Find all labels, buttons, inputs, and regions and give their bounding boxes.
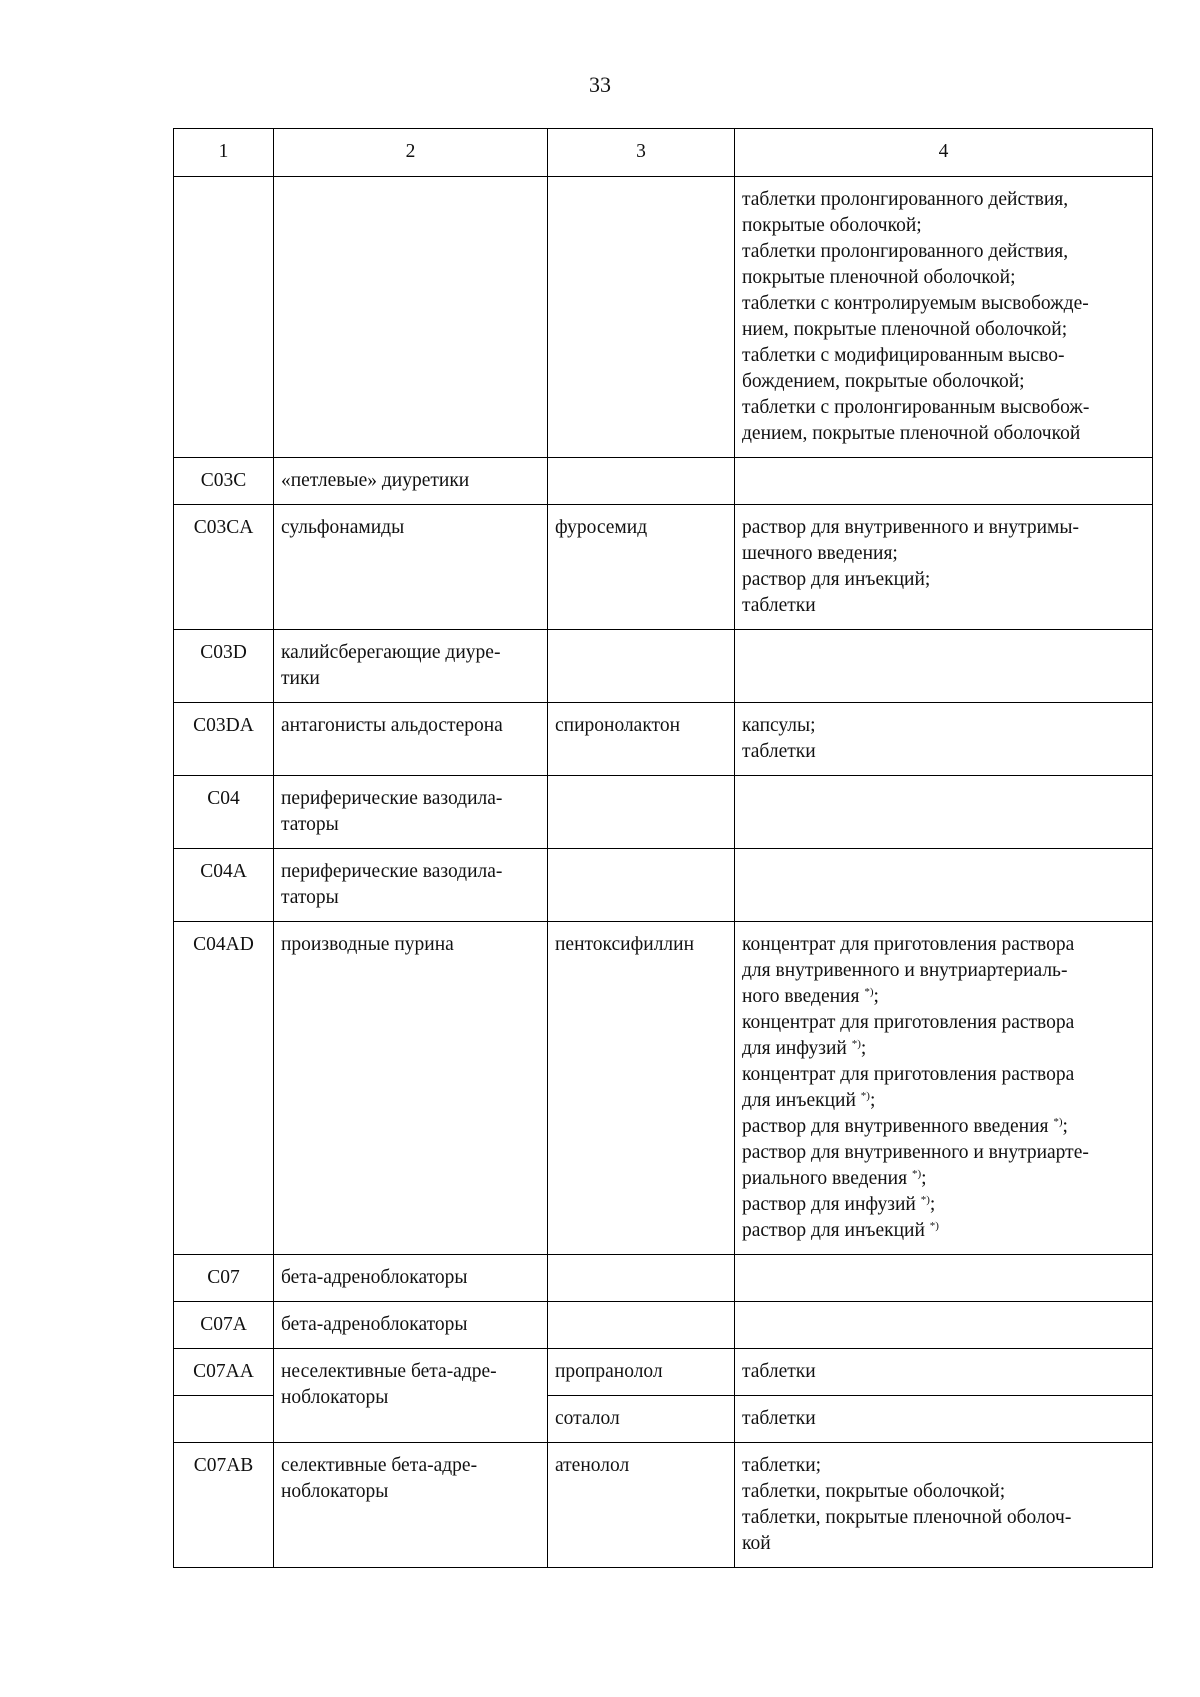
header-col-3: 3 — [548, 129, 735, 177]
dosage-form-line: таблетки с пролонгированным высвобож- — [742, 397, 1090, 418]
group-name-line: калийсберегающие диуре- — [281, 642, 501, 663]
dosage-form-line: для инъекций *); — [742, 1090, 876, 1111]
group-name-line: ноблокаторы — [281, 1481, 389, 1502]
dosage-form-line: раствор для инфузий *); — [742, 1194, 936, 1215]
group-name-cell — [274, 703, 548, 776]
dosage-form-line: таблетки пролонгированного действия, — [742, 189, 1069, 210]
group-name-cell — [274, 505, 548, 630]
dosage-forms-cell — [735, 849, 1153, 922]
dosage-form-line: капсулы; — [742, 715, 816, 736]
dosage-forms-cell — [735, 1255, 1153, 1302]
atc-code-cell: C04AD — [174, 922, 274, 1255]
atc-code-cell: C03C — [174, 458, 274, 505]
drug-name-cell — [548, 776, 735, 849]
group-name-line: селективные бета-адре- — [281, 1455, 478, 1476]
drug-name-cell — [548, 922, 735, 1255]
dosage-form-line: бождением, покрытые оболочкой; — [742, 371, 1025, 392]
group-name-cell — [274, 1255, 548, 1302]
dosage-form-line: раствор для внутривенного и внутриарте- — [742, 1142, 1089, 1163]
drug-name-cell — [548, 505, 735, 630]
dosage-form-line: концентрат для приготовления раствора — [742, 934, 1075, 955]
drug-name-line: атенолол — [555, 1455, 630, 1476]
dosage-forms-cell — [735, 1302, 1153, 1349]
dosage-form-line: кой — [742, 1533, 771, 1554]
table-body — [174, 177, 1153, 1568]
footnote-mark: *) — [1053, 1116, 1063, 1128]
drug-name-line: фуросемид — [555, 517, 648, 538]
group-name-cell — [274, 1443, 548, 1568]
atc-code-cell: C03CA — [174, 505, 274, 630]
group-name-cell — [274, 849, 548, 922]
table-row — [174, 922, 1153, 1255]
table-row — [174, 630, 1153, 703]
table-row — [174, 849, 1153, 922]
footnote-mark: *) — [864, 986, 874, 998]
dosage-form-line: таблетки — [742, 1408, 816, 1429]
dosage-forms-cell — [735, 458, 1153, 505]
table-row — [174, 776, 1153, 849]
dosage-forms-cell — [735, 1443, 1153, 1568]
atc-code-cell — [174, 177, 274, 458]
atc-code-cell: C07AB — [174, 1443, 274, 1568]
dosage-form-line: нием, покрытые пленочной оболочкой; — [742, 319, 1068, 340]
dosage-form-line: таблетки — [742, 1361, 816, 1382]
group-name-line: бета-адреноблокаторы — [281, 1267, 468, 1288]
table-row — [174, 177, 1153, 458]
header-col-1: 1 — [174, 129, 274, 177]
dosage-form-line: раствор для внутривенного и внутримы- — [742, 517, 1079, 538]
atc-code-cell: C04A — [174, 849, 274, 922]
group-name-line: бета-адреноблокаторы — [281, 1314, 468, 1335]
page-number: 33 — [589, 72, 611, 97]
atc-code-cell: C07A — [174, 1302, 274, 1349]
group-name-cell — [274, 458, 548, 505]
drug-name-cell — [548, 458, 735, 505]
drug-name-cell — [548, 630, 735, 703]
drug-name-cell — [548, 177, 735, 458]
dosage-form-line: таблетки; — [742, 1455, 822, 1476]
drug-name-cell — [548, 1443, 735, 1568]
dosage-forms-cell — [735, 505, 1153, 630]
table-row — [174, 505, 1153, 630]
dosage-form-line: ного введения *); — [742, 986, 879, 1007]
dosage-forms-cell — [735, 1349, 1153, 1396]
footnote-mark: *) — [929, 1220, 939, 1232]
table-header-row — [174, 129, 1153, 177]
group-name-cell — [274, 630, 548, 703]
dosage-form-line: для инфузий *); — [742, 1038, 867, 1059]
group-name-cell — [274, 177, 548, 458]
drug-name-cell — [548, 1396, 735, 1443]
dosage-form-line: покрытые оболочкой; — [742, 215, 922, 236]
atc-code-cell: C03D — [174, 630, 274, 703]
dosage-form-line: раствор для инъекций *) — [742, 1220, 939, 1241]
dosage-form-line: таблетки — [742, 595, 816, 616]
dosage-form-line: таблетки с контролируемым высвобожде- — [742, 293, 1089, 314]
dosage-form-line: концентрат для приготовления раствора — [742, 1012, 1075, 1033]
group-name-cell — [274, 1302, 548, 1349]
drug-name-line: пентоксифиллин — [555, 934, 695, 955]
group-name-cell — [274, 922, 548, 1255]
group-name-line: неселективные бета-адре- — [281, 1361, 497, 1382]
table-row — [174, 1349, 1153, 1396]
group-name-line: таторы — [281, 814, 339, 835]
atc-code-cell: C07AA — [174, 1349, 274, 1396]
drug-name-line: пропранолол — [555, 1361, 663, 1382]
drug-name-cell — [548, 1302, 735, 1349]
group-name-line: производные пурина — [281, 934, 454, 955]
group-name-line: тики — [281, 668, 320, 689]
footnote-mark: *) — [851, 1038, 861, 1050]
dosage-form-line: раствор для инъекций; — [742, 569, 931, 590]
drug-name-line: спиронолактон — [555, 715, 681, 736]
footnote-mark: *) — [860, 1090, 870, 1102]
dosage-form-line: таблетки с модифицированным высво- — [742, 345, 1065, 366]
group-name-cell — [274, 776, 548, 849]
dosage-form-line: шечного введения; — [742, 543, 898, 564]
footnote-mark: *) — [911, 1168, 922, 1180]
table-row — [174, 703, 1153, 776]
dosage-form-line: таблетки пролонгированного действия, — [742, 241, 1069, 262]
atc-code-cell: C07 — [174, 1255, 274, 1302]
group-name-cell — [274, 1349, 548, 1443]
group-name-line: «петлевые» диуретики — [281, 470, 470, 491]
dosage-forms-cell — [735, 703, 1153, 776]
dosage-forms-cell — [735, 922, 1153, 1255]
drug-name-cell — [548, 703, 735, 776]
dosage-forms-cell — [735, 630, 1153, 703]
drug-name-cell — [548, 849, 735, 922]
group-name-line: периферические вазодила- — [281, 861, 503, 882]
dosage-form-line: раствор для внутривенного введения *); — [742, 1116, 1068, 1137]
dosage-form-line: покрытые пленочной оболочкой; — [742, 267, 1016, 288]
group-name-line: антагонисты альдостерона — [281, 715, 503, 736]
table-row — [174, 1443, 1153, 1568]
atc-code-cell — [174, 1396, 274, 1443]
footnote-mark: *) — [920, 1194, 930, 1206]
table-row — [174, 458, 1153, 505]
header-col-4: 4 — [735, 129, 1153, 177]
group-name-line: периферические вазодила- — [281, 788, 503, 809]
group-name-line: таторы — [281, 887, 339, 908]
drug-name-line: соталол — [555, 1408, 620, 1429]
dosage-form-line: таблетки, покрытые пленочной оболоч- — [742, 1507, 1072, 1528]
dosage-form-line: риального введения *); — [742, 1168, 927, 1189]
dosage-form-line: таблетки — [742, 741, 816, 762]
dosage-form-line: дением, покрытые пленочной оболочкой — [742, 423, 1081, 444]
dosage-form-line: для внутривенного и внутриартериаль- — [742, 960, 1068, 981]
atc-code-cell: C04 — [174, 776, 274, 849]
table-row — [174, 1255, 1153, 1302]
group-name-line: ноблокаторы — [281, 1387, 389, 1408]
drug-table — [173, 128, 1153, 1568]
drug-name-cell — [548, 1349, 735, 1396]
header-col-2: 2 — [274, 129, 548, 177]
group-name-line: сульфонамиды — [281, 517, 405, 538]
drug-name-cell — [548, 1255, 735, 1302]
atc-code-cell: C03DA — [174, 703, 274, 776]
dosage-forms-cell — [735, 776, 1153, 849]
dosage-form-line: таблетки, покрытые оболочкой; — [742, 1481, 1006, 1502]
dosage-forms-cell — [735, 177, 1153, 458]
dosage-form-line: концентрат для приготовления раствора — [742, 1064, 1075, 1085]
table-row — [174, 1302, 1153, 1349]
dosage-forms-cell — [735, 1396, 1153, 1443]
